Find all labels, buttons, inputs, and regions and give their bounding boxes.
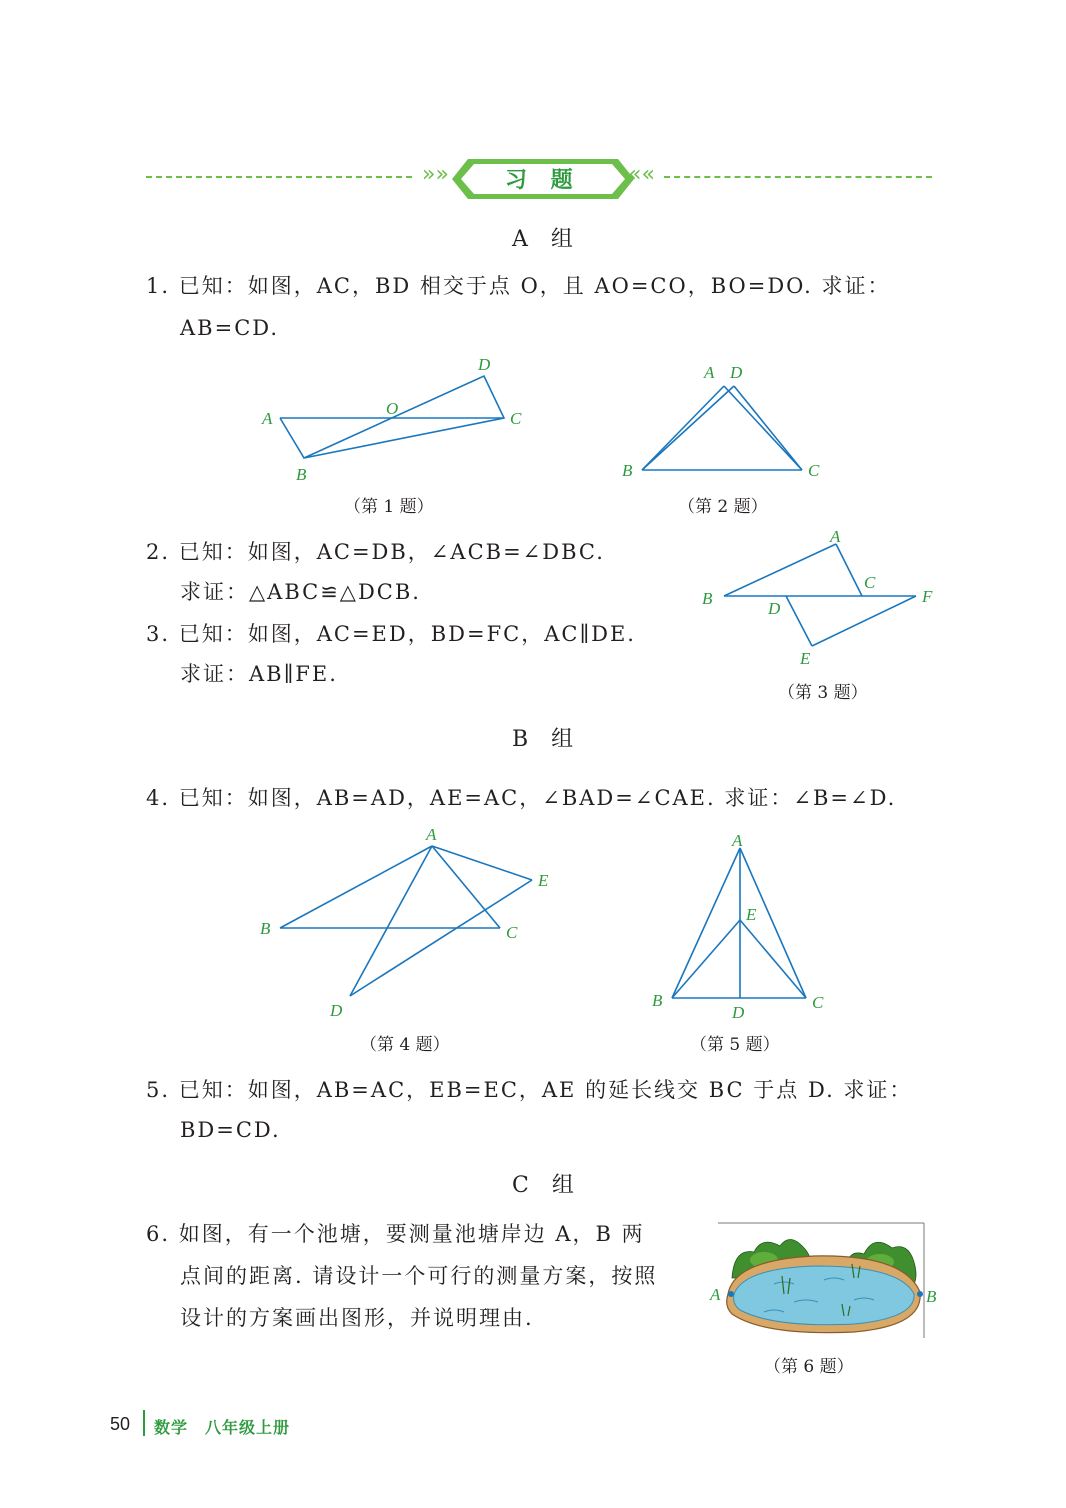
fig1-label-d: D [478,355,491,374]
fig5-label-b: B [652,991,663,1010]
figure-5-caption: （第 5 题） [690,1035,780,1055]
problem-6-line-1: 6. 如图，有一个池塘，要测量池塘岸边 A，B 两 [146,1222,645,1246]
fig4-label-d: D [330,1001,343,1020]
figure-6-caption: （第 6 题） [764,1357,854,1377]
fig1-label-o: O [386,399,399,418]
fig3-label-e: E [800,649,811,668]
footer-divider [143,1410,145,1436]
page-number: 50 [110,1414,131,1434]
fig1-label-b: B [296,465,307,482]
fig2-label-d: D [730,363,743,382]
figure-2-caption: （第 2 题） [678,497,768,517]
fig3-label-c: C [864,573,876,592]
figure-6-pond [704,1218,944,1348]
figure-5 [642,824,842,1024]
fig1-label-c: C [510,409,522,428]
problem-6-line-3: 设计的方案画出图形，并说明理由. [180,1306,534,1330]
problem-6-line-2: 点间的距离. 请设计一个可行的测量方案，按照 [180,1264,658,1288]
fig6-label-b: B [926,1287,937,1306]
fig3-label-d: D [768,599,781,618]
problem-5-line-1: 5. 已知：如图，AB=AC，EB=EC，AE 的延长线交 BC 于点 D. 求证： [146,1078,913,1102]
problem-5-line-2: BD=CD. [180,1118,281,1142]
fig3-label-b: B [702,589,713,608]
problem-3-line-1: 3. 已知：如图，AC=ED，BD=FC，AC∥DE. [146,622,636,646]
problem-2-line-2: 求证：△ABC≌△DCB. [180,580,421,604]
figure-2 [614,356,834,486]
fig5-label-e: E [746,905,757,924]
fig2-label-c: C [808,461,820,480]
figure-4-caption: （第 4 题） [360,1035,450,1055]
header-title: 习 题 [505,168,581,193]
fig4-label-a: A [426,825,437,844]
fig3-label-a: A [830,527,841,546]
problem-3-line-2: 求证：AB∥FE. [180,662,338,686]
header-arrows-left: »» [422,162,449,187]
group-a-title: A 组 [512,227,581,252]
fig5-label-c: C [812,993,824,1012]
footer-book-title: 数学 八年级上册 [154,1418,291,1437]
fig2-label-b: B [622,461,633,480]
problem-2-line-1: 2. 已知：如图，AC=DB，∠ACB=∠DBC. [146,540,605,564]
problem-1-line-2: AB=CD. [180,316,280,340]
fig3-label-f: F [922,587,933,606]
fig1-label-a: A [262,409,273,428]
figure-3-caption: （第 3 题） [778,683,868,703]
figure-1-caption: （第 1 题） [344,497,434,517]
problem-1-line-1: 1. 已知：如图，AC，BD 相交于点 O，且 AO=CO，BO=DO. 求证： [146,274,891,298]
fig2-label-a: A [704,363,715,382]
fig6-label-a: A [710,1285,721,1304]
figure-1 [256,352,546,482]
problem-4-line-1: 4. 已知：如图，AB=AD，AE=AC，∠BAD=∠CAE. 求证：∠B=∠D. [146,786,897,810]
figure-3 [694,524,944,674]
group-b-title: B 组 [512,727,582,752]
header-dashed-line-left [146,176,412,178]
group-c-title: C 组 [512,1173,582,1198]
fig4-label-b: B [260,919,271,938]
fig4-label-e: E [538,871,549,890]
figure-4 [252,824,562,1024]
fig5-label-a: A [732,831,743,850]
fig4-label-c: C [506,923,518,942]
header-arrows-right: «« [628,162,655,187]
header-dashed-line-right [664,176,932,178]
fig5-label-d: D [732,1003,745,1022]
